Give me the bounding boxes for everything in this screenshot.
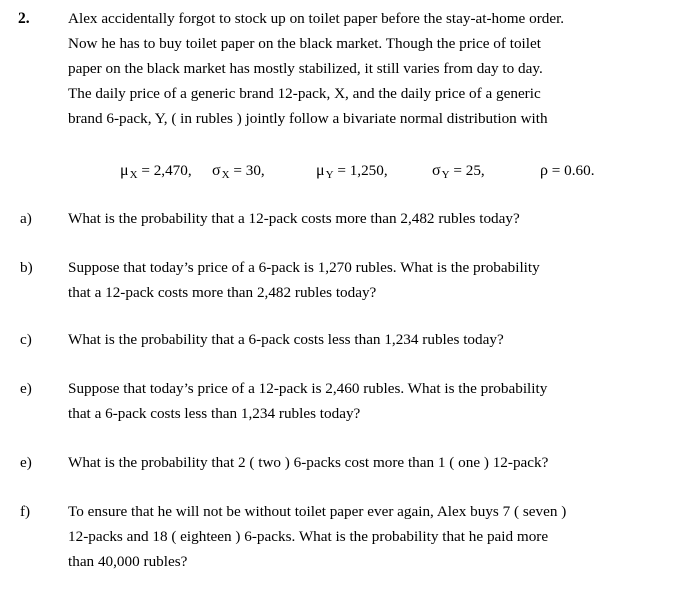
part-text: 12-packs and 18 ( eighteen ) 6-packs. What is the probability that he paid more [68,528,549,545]
part-text: that a 12-pack costs more than 2,482 rubles today? [68,284,377,301]
intro-line: Alex accidentally forgot to stock up on toilet paper before the stay-at-home order. [68,10,565,27]
part-label: c) [20,331,32,348]
param-subscript: X [221,169,230,181]
param-value: = 1,250, [337,162,388,179]
param-mu-y [316,162,388,180]
distribution-parameters [0,162,677,186]
part-text: What is the probability that 2 ( two ) 6-packs cost more than 1 ( one ) 12-pack? [68,454,549,471]
param-value: = 2,470, [141,162,192,179]
param-subscript: Y [325,169,334,181]
part-label: e) [20,380,32,397]
part-label: e) [20,454,32,471]
param-value: = 25, [453,162,485,179]
problem-number: 2. [18,10,30,27]
param-subscript: X [129,169,138,181]
part-label: b) [20,259,33,276]
param-subscript: Y [441,169,450,181]
part-text: To ensure that he will not be without toilet paper ever again, Alex buys 7 ( seven ) [68,503,567,520]
part-text: What is the probability that a 12-pack costs more than 2,482 rubles today? [68,210,520,227]
part-text: than 40,000 rubles? [68,553,188,570]
part-text: Suppose that today’s price of a 12-pack is 2,460 rubles. What is the probability [68,380,548,397]
param-mu-x [120,162,192,180]
param-rho [540,162,595,180]
param-symbol: μ [120,162,129,179]
part-label: a) [20,210,32,227]
param-value: = 30, [233,162,265,179]
intro-line: paper on the black market has mostly stabilized, it still varies from day to day. [68,60,543,77]
param-symbol: σ [432,162,441,179]
part-text: Suppose that today’s price of a 6-pack is 1,270 rubles. What is the probability [68,259,540,276]
intro-line: The daily price of a generic brand 12-pack, X, and the daily price of a generic [68,85,541,102]
param-sigma-x [212,162,265,180]
param-sigma-y [432,162,485,180]
param-symbol: ρ [540,162,548,179]
part-label: f) [20,503,31,520]
part-text: What is the probability that a 6-pack costs less than 1,234 rubles today? [68,331,504,348]
intro-line: Now he has to buy toilet paper on the black market. Though the price of toilet [68,35,541,52]
intro-line: brand 6-pack, Y, ( in rubles ) jointly follow a bivariate normal distribution with [68,110,548,127]
part-text: that a 6-pack costs less than 1,234 rubles today? [68,405,361,422]
param-symbol: μ [316,162,325,179]
param-value: = 0.60. [551,162,595,179]
param-symbol: σ [212,162,221,179]
